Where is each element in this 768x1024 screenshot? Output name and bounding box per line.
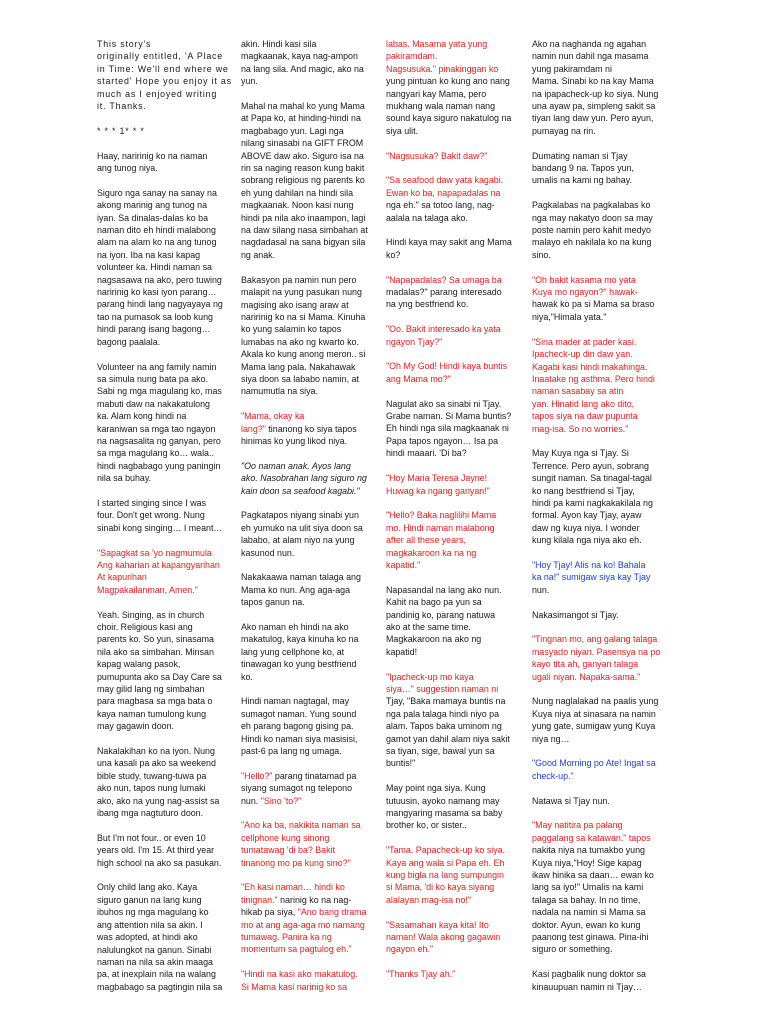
paragraph: "Oh My God! Hindi kaya buntis ang Mama mo?" bbox=[386, 361, 508, 384]
paragraph: Yeah. Singing, as in church choir. Religious kasi ang parents ko. So yun, sinasama nila ako sa simbahan. Minsan kapag walang pasok, pumupunta ako sa Day Care sa may gilid lang ng simbahan para magbasa sa mga bata o kaya naman tumulong kung may gagawin doon. bbox=[97, 609, 222, 732]
paragraph: "Hello?" parang tinatamad pa siyang sumagot ng telepono nun. "Sino 'to?" bbox=[241, 770, 357, 806]
paragraph: Bakasyon pa namin nun pero malapit na yung pasukan nung magising ako isang araw at naririnig ko na si Mama. Kinuha ko yung salamin ko tapos lumabas na ako ng kwarto ko. Akala ko kung anong meron.. si Mama lang pala. Nakahawak siya doon sa lababo namin, at namumutla na siya. bbox=[241, 274, 366, 397]
paragraph: * * * 1* * * bbox=[97, 125, 145, 136]
paragraph: labas. Masama yata yung pakiramdam. Nagsusuka." pinakinggan ko yung pintuan ko kung ano nang nangyari kay Mama, pero mukhang wala naman nang sound kaya siguro nakatulog na siya ulit. bbox=[386, 39, 512, 136]
paragraph: "Hoy Tjay! Alis na ko! Bahala ka na!" sumigaw siya kay Tjay nun. bbox=[532, 559, 651, 595]
paragraph: "Tama. Papacheck-up ko siya. Kaya ang wala si Papa eh. Eh kung bigla na lang sumpungin si Mama, 'di ko kaya siyang alalayan mag-isa no!" bbox=[386, 845, 506, 905]
paragraph: "Mama, okay ka lang?" tinanong ko siya tapos hinimas ko yung likod niya. bbox=[241, 411, 357, 446]
paragraph: "Thanks Tjay ah." bbox=[386, 969, 456, 980]
text-column-1 bbox=[97, 38, 243, 1013]
paragraph: Nakalakihan ko na iyon. Nung una kasali pa ako sa weekend bible study, tuwang-tuwa pa ako nun, tapos nung lumaki ako, ako na yung nag-assist sa ibang mga nagtuturo doon. bbox=[97, 746, 220, 819]
paragraph: Nakakaawa naman talaga ang Mama ko nun. Ang aga-aga tapos ganun na. bbox=[241, 572, 361, 608]
paragraph: "Tingnan mo, ang galang talaga masyado niyan. Pasensya na po kayo tita ah, ganyan talaga ugali niyan. Napaka-sama." bbox=[532, 634, 661, 682]
paragraph: May Kuya nga si Tjay. Si Terrence. Pero ayun, sobrang sungit naman. Sa tinagal-tagal ko nang bestfriend si Tjay, hindi pa kami nagkakakilala ng formal. Ayon kay Tjay, ayaw daw ng kuya niya. I wonder kung kilala nga niya ako eh. bbox=[532, 448, 653, 546]
paragraph: Ako na naghanda ng agahan namin nun dahil nga masama yung pakiramdam ni Mama. Sinabi ko na kay Mama na ipapacheck-up ko siya. Nung una ayaw pa, simpleng sakit sa tiyan lang daw yun. Pero ayun, pumayag na rin. bbox=[532, 39, 659, 136]
paragraph: Kasi pagbalik nung doktor sa kinauupuan namin ni Tjay… bbox=[532, 969, 646, 992]
paragraph: Natawa si Tjay nun. bbox=[532, 795, 610, 806]
text-column-3 bbox=[386, 38, 532, 1013]
paragraph: I started singing since I was four. Don't get wrong. Nung sinabi kong singing… I meant… bbox=[97, 497, 223, 533]
paragraph: "Napapadalas? Sa umaga ba madalas?" parang interesado na yng bestfriend ko. bbox=[386, 274, 502, 310]
paragraph: "Oo. Bakit interesado ka yata ngayon Tjay?" bbox=[386, 324, 501, 347]
paragraph: Hindi kaya may sakit ang Mama ko? bbox=[386, 237, 512, 260]
paragraph: "Sasamahan kaya kita! Ito naman! Wala akong gagawin ngayon eh." bbox=[386, 919, 501, 955]
paragraph: Nakasimangot si Tjay. bbox=[532, 609, 619, 620]
paragraph: "Hello? Baka naglilihi Mama mo. Hindi naman malabong after all these years, magkakaroon ka na ng kapatid." bbox=[386, 510, 497, 570]
paragraph: May point nga siya. Kung tutuusin, ayoko namang may mangyaring masama sa baby brother ko, or sister.. bbox=[386, 783, 503, 831]
paragraph: "Sina mader at pader kasi. Ipacheck-up din daw yan. Kagabi kasi hindi makahinga. Inaatake ng asthma. Pero hindi naman sasabay sa atin yan. Hinatid lang ako dito, tapos siya na daw pupunta mag-isa. So no worries." bbox=[532, 336, 655, 434]
paragraph: Napasandal na lang ako nun. Kahit na bago pa yun sa pandinig ko, parang natuwa ako at the same time. Magkakaroon na ako ng kapatid! bbox=[386, 584, 502, 657]
paragraph: "Nagsusuka? Bakit daw?" bbox=[386, 150, 488, 161]
paragraph: Only child lang ako. Kaya siguro ganun na lang kung ibuhos ng mga magulang ko ang attention nila sa akin. I was adopted, at hindi ako nalulungkot na ganun. Sinabi naman na nila sa akin maaga pa, at inexplain nila na walang magbabago sa pagtingin nila sa bbox=[97, 882, 223, 992]
paragraph: "May natitira pa palang paggalang sa katawan." tapos nakita niya na tumakbo yung Kuya niya,"Hoy! Sige kapag ikaw hinika sa daan… ewan ko lang sa iyo!" Umalis na kami talaga sa bahay. In no time, nadala na namin si Mama sa doktor. Ayun, ewan ko kung paanong test ginawa. Pina-ihi siguro or something. bbox=[532, 820, 654, 955]
paragraph: "Sa seafood daw yata kagabi. Ewan ko ba, napapadalas na nga eh." sa totoo lang, nag- aalala na talaga ako. bbox=[386, 175, 504, 223]
paragraph: Nagulat ako sa sinabi ni Tjay. Grabe naman. Si Mama buntis? Eh hindi nga sila magkaanak ni Papa tapos ngayon… Isa pa hindi maaari. 'Di ba? bbox=[386, 398, 512, 459]
paragraph: "Hindi na kasi ako makatulog. Si Mama kasi narinig ko sa bbox=[241, 969, 358, 992]
paragraph: "Ano ka ba, nakikita naman sa cellphone kung sinong tumatawag 'di ba? Bakit tinanong mo pa kung sino?" bbox=[241, 820, 361, 868]
paragraph: "Eh kasi naman… hindi ko tinignan." narinig ko na nag- hikab pa siya, "Ano bang drama mo at ang aga-aga mo namang tumawag. Panira ka ng momentum sa pagtulog eh." bbox=[241, 882, 367, 955]
paragraph: Pagkalabas na pagkalabas ko nga may nakatyo doon sa may poste namin pero kahit medyo malayo eh nakilala ko na kung sino. bbox=[532, 200, 653, 260]
paragraph: Ako naman eh hindi na ako makatulog, kaya kinuha ko na lang yung cellphone ko, at tinawagan ko yung bestfriend ko. bbox=[241, 621, 359, 682]
text-column-4 bbox=[532, 38, 676, 1013]
paragraph: "Oh bakit kasama mo yata Kuya mo ngayon?" hawak- hawak ko pa si Mama sa braso niya,"Himala yata." bbox=[532, 274, 655, 322]
paragraph: "Hoy Maria Teresa Jayne! Huwag ka ngang ganyan!" bbox=[386, 473, 490, 496]
paragraph: But I'm not four.. or even 10 years old. I'm 15. At third year high school na ako sa pasukan. bbox=[97, 832, 222, 868]
paragraph: Mahal na mahal ko yung Mama at Papa ko, at hinding-hindi na magbabago yun. Lagi nga nilang sinasabi na GIFT FROM ABOVE daw ako. Siguro isa na rin sa naging reason kung bakit sobrang religious ng parents ko eh yung dahilan na hindi sila magkaanak. Noon kasi nung hindi pa nila ako inaampon, lagi na daw silang nasa simbahan at nagdadasal na sana bigyan sila ng anak. bbox=[241, 101, 368, 260]
paragraph: Haay, naririnig ko na naman ang tunog niya. bbox=[97, 150, 208, 174]
paragraph: Pagkatapos niyang sinabi yun eh yumuko na ulit siya doon sa lababo, at alam niyo na yung kasunod nun. bbox=[241, 510, 363, 558]
paragraph: "Oo naman anak. Ayos lang ako. Nasobrahan lang siguro ng kain doon sa seafood kagabi." bbox=[241, 460, 367, 496]
paragraph: "Good Morning po Ate! Ingat sa check-up." bbox=[532, 758, 656, 781]
paragraph: "Ipacheck-up mo kaya siya…" suggestion naman ni Tjay, "Baka mamaya buntis na nga pala talaga hindi niyo pa alam. Tapos baka uminom ng gamot yan dahil alam niya sakit sa tiyan, sige, bawal yun sa buntis!" bbox=[386, 671, 510, 769]
paragraph: "Sapagkat sa 'yo nagmumula Ang kaharian at kapangyarihan At kapurihan Magpakailanman, Amen." bbox=[97, 547, 220, 595]
paragraph: Nung naglalakad na paalis yung Kuya niya at sinasara na namin yung gate, sumigaw yung Kuya niya ng… bbox=[532, 696, 659, 744]
paragraph: This story's originally entitled, 'A Place in Time: We'll end where we started' Hope you enjoy it as much as I enjoyed writing it. Thanks. bbox=[97, 39, 232, 112]
text-column-2 bbox=[241, 38, 386, 1013]
paragraph: Volunteer na ang family namin sa simula nung bata pa ako. Sabi ng mga magulang ko, mas mabuti daw na nakakatulong ka. Alam kong hindi na karaniwan sa mga tao ngayon na nagsasalita ng ganyan, pero sa mga magulang ko… wala.. hindi nagbabago yung paningin nila sa buhay. bbox=[97, 361, 222, 484]
paragraph: Dumating naman si Tjay bandang 9 na. Tapos yun, umalis na kami ng bahay. bbox=[532, 150, 634, 186]
paragraph: akin. Hindi kasi sila magkaanak, kaya nag-ampon na lang sila. And magic, ako na yun. bbox=[241, 39, 364, 87]
paragraph: Hindi naman nagtagal, may sumagot naman. Yung sound eh parang bagong gising pa. Hindi ko naman siya masisisi, past-6 pa lang ng umaga. bbox=[241, 696, 358, 757]
paragraph: Siguro nga sanay na sanay na akong marinig ang tunog na iyan. Sa dinalas-dalas ko ba naman dito eh hindi malabong alam na alam ko na ang tunog na iyon. Iba na kasi kapag volunteer ka. Hindi naman sa nagsasawa na ako, pero tuwing naririnig ko kasi iyon parang… parang hindi lang nagyayaya ng tao na pumasok sa loob kung hindi parang isang bagong… bagong paalala. bbox=[97, 187, 223, 347]
